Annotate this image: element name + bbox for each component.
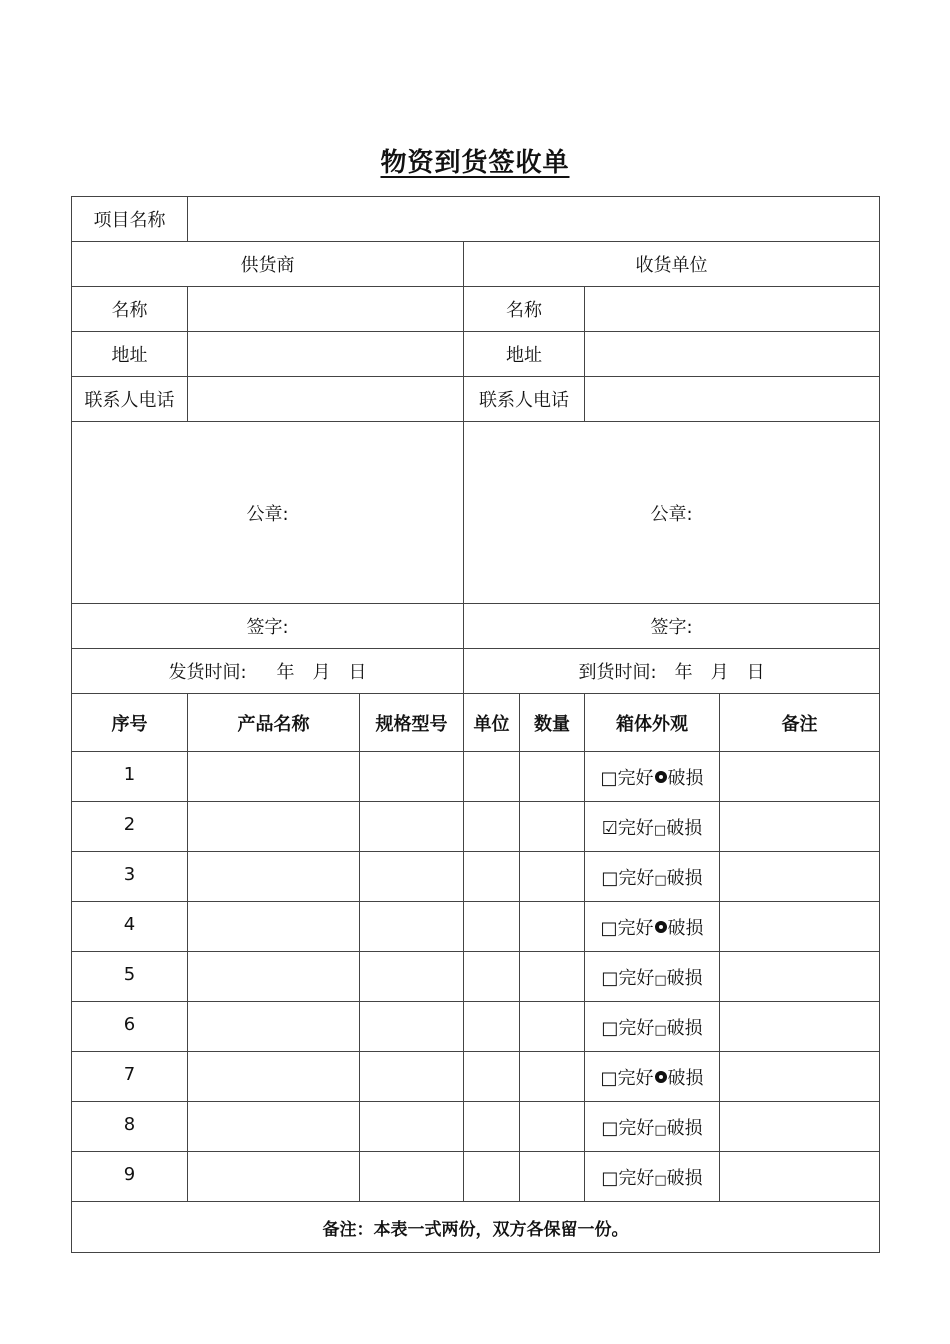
box-appearance-cell xyxy=(585,1002,720,1052)
condition-damaged-label: 破损 xyxy=(667,767,704,789)
box-appearance-cell xyxy=(585,1052,720,1102)
supplier-signature-area[interactable] xyxy=(72,604,464,649)
remarks-cell[interactable] xyxy=(720,1002,880,1052)
supplier-contact-label: 联系人电话 xyxy=(72,377,188,422)
supplier-sign-label: 签字: xyxy=(246,617,289,638)
supplier-address-field[interactable] xyxy=(188,332,464,377)
remarks-cell[interactable] xyxy=(720,752,880,802)
footer-note: 备注：本表一式两份，双方各保留一份。 xyxy=(72,1202,880,1253)
ship-date-day-unit: 日 xyxy=(348,662,367,683)
quantity-cell[interactable] xyxy=(520,902,585,952)
quantity-cell[interactable] xyxy=(520,1102,585,1152)
box-appearance-cell xyxy=(585,752,720,802)
spec-cell[interactable] xyxy=(360,852,464,902)
box-appearance-cell xyxy=(585,802,720,852)
spec-cell[interactable] xyxy=(360,1152,464,1202)
box-appearance-cell xyxy=(585,902,720,952)
column-header-spec: 规格型号 xyxy=(360,694,464,752)
row-number: 5 xyxy=(72,952,188,1002)
checkbox-icon[interactable]: □ xyxy=(654,972,667,988)
receiver-sign-label: 签字: xyxy=(650,617,693,638)
quantity-cell[interactable] xyxy=(520,1052,585,1102)
checkbox-icon[interactable]: □ xyxy=(601,1167,619,1189)
column-header-product-name: 产品名称 xyxy=(188,694,360,752)
radio-selected-icon[interactable] xyxy=(655,921,667,933)
checkbox-icon[interactable]: □ xyxy=(654,1122,667,1138)
project-row xyxy=(72,197,880,242)
product-name-cell[interactable] xyxy=(188,802,360,852)
supplier-contact-field[interactable] xyxy=(188,377,464,422)
row-number: 3 xyxy=(72,852,188,902)
receiver-contact-field[interactable] xyxy=(585,377,880,422)
name-row xyxy=(72,287,880,332)
receiver-name-label: 名称 xyxy=(464,287,585,332)
table-row xyxy=(72,752,880,802)
condition-good-label: 完好 xyxy=(618,967,655,989)
checkbox-icon[interactable]: □ xyxy=(654,872,667,888)
row-number: 9 xyxy=(72,1152,188,1202)
supplier-seal-label: 公章: xyxy=(246,503,289,525)
box-appearance-cell xyxy=(585,952,720,1002)
condition-damaged-label: 破损 xyxy=(666,867,703,889)
checkbox-icon[interactable]: □ xyxy=(601,867,619,889)
remarks-cell[interactable] xyxy=(720,1152,880,1202)
arrival-date-year-unit: 年 xyxy=(674,662,693,683)
receiver-header: 收货单位 xyxy=(464,242,880,287)
table-row xyxy=(72,802,880,852)
table-row xyxy=(72,1152,880,1202)
spec-cell[interactable] xyxy=(360,802,464,852)
product-name-cell[interactable] xyxy=(188,1052,360,1102)
column-header-quantity: 数量 xyxy=(520,694,585,752)
remarks-cell[interactable] xyxy=(720,952,880,1002)
item-table-header xyxy=(72,694,880,752)
unit-cell[interactable] xyxy=(464,1102,520,1152)
supplier-seal-area[interactable] xyxy=(72,422,464,604)
receiver-seal-area[interactable] xyxy=(464,422,880,604)
unit-cell[interactable] xyxy=(464,852,520,902)
spec-cell[interactable] xyxy=(360,952,464,1002)
row-number: 4 xyxy=(72,902,188,952)
condition-damaged-label: 破损 xyxy=(666,1167,703,1189)
quantity-cell[interactable] xyxy=(520,1002,585,1052)
unit-cell[interactable] xyxy=(464,1152,520,1202)
box-appearance-cell xyxy=(585,1102,720,1152)
checkbox-icon[interactable]: □ xyxy=(601,1017,619,1039)
checkbox-icon[interactable]: □ xyxy=(601,967,619,989)
supplier-address-label: 地址 xyxy=(72,332,188,377)
ship-date-year-unit: 年 xyxy=(276,662,295,683)
quantity-cell[interactable] xyxy=(520,952,585,1002)
table-row xyxy=(72,1052,880,1102)
remarks-cell[interactable] xyxy=(720,1052,880,1102)
receiver-contact-label: 联系人电话 xyxy=(464,377,585,422)
condition-good-label: 完好 xyxy=(618,1167,655,1189)
receiver-address-label: 地址 xyxy=(464,332,585,377)
remarks-cell[interactable] xyxy=(720,902,880,952)
row-number: 1 xyxy=(72,752,188,802)
party-header-row xyxy=(72,242,880,287)
remarks-cell[interactable] xyxy=(720,802,880,852)
column-header-no: 序号 xyxy=(72,694,188,752)
condition-good-label: 完好 xyxy=(617,817,654,839)
column-header-box-appearance: 箱体外观 xyxy=(585,694,720,752)
condition-good-label: 完好 xyxy=(617,1067,654,1089)
supplier-name-label: 名称 xyxy=(72,287,188,332)
receipt-form xyxy=(71,196,880,1253)
quantity-cell[interactable] xyxy=(520,1152,585,1202)
document-title-text: 物资到货签收单 xyxy=(380,148,570,178)
arrival-date-label: 到货时间: xyxy=(578,662,657,683)
unit-cell[interactable] xyxy=(464,1052,520,1102)
receiver-address-field[interactable] xyxy=(585,332,880,377)
checkbox-icon[interactable]: □ xyxy=(600,1067,618,1089)
project-label: 项目名称 xyxy=(72,197,188,242)
product-name-cell[interactable] xyxy=(188,1002,360,1052)
row-number: 2 xyxy=(72,802,188,852)
checkbox-icon[interactable]: □ xyxy=(653,822,667,838)
arrival-date-cell[interactable] xyxy=(464,649,880,694)
ship-date-month-unit: 月 xyxy=(312,662,331,683)
product-name-cell[interactable] xyxy=(188,1102,360,1152)
condition-damaged-label: 破损 xyxy=(667,1067,704,1089)
date-row xyxy=(72,649,880,694)
condition-damaged-label: 破损 xyxy=(666,817,703,839)
box-appearance-cell xyxy=(585,852,720,902)
product-name-cell[interactable] xyxy=(188,852,360,902)
condition-good-label: 完好 xyxy=(618,1117,655,1139)
spec-cell[interactable] xyxy=(360,902,464,952)
checkbox-icon[interactable]: □ xyxy=(654,1022,667,1038)
table-row xyxy=(72,952,880,1002)
radio-selected-icon[interactable] xyxy=(655,771,667,783)
spec-cell[interactable] xyxy=(360,1052,464,1102)
condition-good-label: 完好 xyxy=(618,1017,655,1039)
product-name-cell[interactable] xyxy=(188,902,360,952)
table-row xyxy=(72,852,880,902)
supplier-header: 供货商 xyxy=(72,242,464,287)
quantity-cell[interactable] xyxy=(520,802,585,852)
receiver-name-field[interactable] xyxy=(585,287,880,332)
row-number: 7 xyxy=(72,1052,188,1102)
spec-cell[interactable] xyxy=(360,1102,464,1152)
signature-row xyxy=(72,604,880,649)
condition-damaged-label: 破损 xyxy=(666,1117,703,1139)
unit-cell[interactable] xyxy=(464,1002,520,1052)
checkbox-icon[interactable]: □ xyxy=(600,917,618,939)
table-row xyxy=(72,902,880,952)
condition-damaged-label: 破损 xyxy=(666,1017,703,1039)
condition-good-label: 完好 xyxy=(617,767,654,789)
remarks-cell[interactable] xyxy=(720,852,880,902)
quantity-cell[interactable] xyxy=(520,752,585,802)
unit-cell[interactable] xyxy=(464,802,520,852)
remarks-cell[interactable] xyxy=(720,1102,880,1152)
checkbox-icon[interactable]: □ xyxy=(600,767,618,789)
footer-row xyxy=(72,1202,880,1253)
ship-date-label: 发货时间: xyxy=(168,662,247,683)
receiver-signature-area[interactable] xyxy=(464,604,880,649)
spec-cell[interactable] xyxy=(360,1002,464,1052)
unit-cell[interactable] xyxy=(464,952,520,1002)
radio-selected-icon[interactable] xyxy=(655,1071,667,1083)
item-rows xyxy=(72,752,880,1202)
quantity-cell[interactable] xyxy=(520,852,585,902)
box-appearance-cell xyxy=(585,1152,720,1202)
document-title xyxy=(0,142,950,179)
table-row xyxy=(72,1102,880,1152)
unit-cell[interactable] xyxy=(464,752,520,802)
seal-row xyxy=(72,422,880,604)
arrival-date-day-unit: 日 xyxy=(746,662,765,683)
column-header-remarks: 备注 xyxy=(720,694,880,752)
checkbox-icon[interactable]: □ xyxy=(654,1172,667,1188)
spec-cell[interactable] xyxy=(360,752,464,802)
row-number: 8 xyxy=(72,1102,188,1152)
table-row xyxy=(72,1002,880,1052)
ship-date-cell[interactable] xyxy=(72,649,464,694)
row-number: 6 xyxy=(72,1002,188,1052)
product-name-cell[interactable] xyxy=(188,952,360,1002)
condition-damaged-label: 破损 xyxy=(667,917,704,939)
condition-damaged-label: 破损 xyxy=(666,967,703,989)
unit-cell[interactable] xyxy=(464,902,520,952)
supplier-name-field[interactable] xyxy=(188,287,464,332)
contact-row xyxy=(72,377,880,422)
condition-good-label: 完好 xyxy=(618,867,655,889)
condition-good-label: 完好 xyxy=(617,917,654,939)
checkbox-icon[interactable]: □ xyxy=(601,1117,619,1139)
address-row xyxy=(72,332,880,377)
arrival-date-month-unit: 月 xyxy=(710,662,729,683)
checked-box-icon[interactable]: ☑ xyxy=(601,817,618,839)
product-name-cell[interactable] xyxy=(188,1152,360,1202)
product-name-cell[interactable] xyxy=(188,752,360,802)
project-value-field[interactable] xyxy=(188,197,880,242)
receiver-seal-label: 公章: xyxy=(650,503,693,525)
column-header-unit: 单位 xyxy=(464,694,520,752)
